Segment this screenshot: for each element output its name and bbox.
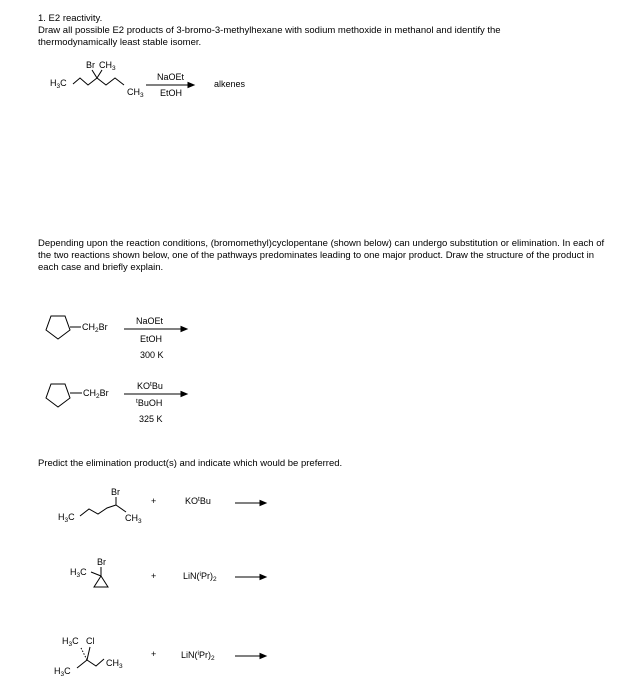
q2-r1-ch2br-label: $CH_2Br$ bbox=[82, 322, 108, 334]
q2-r1-reagent: NaOEt bbox=[136, 316, 164, 326]
q1-product-label: alkenes bbox=[214, 79, 246, 89]
q2-r1-cyclopentane-ring bbox=[46, 316, 70, 339]
q2-r1-arrow-head bbox=[181, 327, 187, 332]
q3-r3-base: $LiN(^iPr)_2$ bbox=[181, 650, 215, 662]
q2-r2-ch2br-label: $CH_2Br$ bbox=[83, 388, 109, 400]
q2-r2-temp: 325 K bbox=[139, 414, 163, 424]
q3-r1-br-label: Br bbox=[111, 487, 120, 497]
q3-r1-h3c-label: $H_3C$ bbox=[58, 512, 75, 524]
q1-molecule bbox=[50, 60, 144, 99]
q2-r1-temp: 300 K bbox=[140, 350, 164, 360]
q1-br-label: Br bbox=[86, 60, 95, 70]
q2-r2-reagent: $KO^tBu$ bbox=[137, 381, 163, 391]
q3-reaction-1 bbox=[0, 480, 640, 540]
q1-ch3-top-label: $CH_3$ bbox=[99, 60, 116, 72]
q1-ch3-end-label: $CH_3$ bbox=[127, 87, 144, 99]
question-1-title: 1. E2 reactivity. bbox=[38, 13, 103, 24]
q3-r3-h3c-bot-label: $H_3C$ bbox=[54, 666, 71, 678]
question-3-prompt: Predict the elimination product(s) and indicate which would be preferred. bbox=[38, 458, 343, 469]
q3-reaction-2 bbox=[0, 550, 640, 610]
q1-reagent-bottom: EtOH bbox=[160, 88, 183, 98]
q2-r2-cyclopentane-ring bbox=[46, 384, 70, 407]
q3-r2-h3c-label: $H_3C$ bbox=[70, 567, 87, 579]
q2-reaction-2 bbox=[0, 368, 640, 438]
q1-reaction-scheme bbox=[0, 0, 640, 110]
q3-r3-arrow-head bbox=[260, 654, 266, 659]
q2-r2-solvent: $^t$BuOH bbox=[136, 398, 163, 408]
q1-arrow-head bbox=[188, 83, 194, 88]
q3-r1-base: $KO^tBu$ bbox=[185, 496, 211, 506]
q3-r2-cyclopropane-ring bbox=[94, 576, 108, 587]
q2-r2-arrow-head bbox=[181, 392, 187, 397]
q3-r1-plus: + bbox=[151, 496, 157, 506]
q3-r2-arrow-head bbox=[260, 575, 266, 580]
q3-r1-arrow-head bbox=[260, 501, 266, 506]
q1-h3c-label: $H_3C$ bbox=[50, 78, 67, 90]
q3-reaction-3 bbox=[0, 630, 640, 690]
q3-r1-ch3-label: $CH_3$ bbox=[125, 513, 142, 525]
q1-reagent-top: NaOEt bbox=[157, 72, 185, 82]
q3-r2-plus: + bbox=[151, 571, 157, 581]
question-1-prompt: Draw all possible E2 products of 3-bromo-3-methylhexane with sodium methoxide in methanol and identify the thermodynamically least stable isomer. bbox=[38, 25, 501, 48]
q3-r3-ch3-label: $CH_3$ bbox=[106, 658, 123, 670]
q3-r3-plus: + bbox=[151, 649, 157, 659]
q3-r3-h3c-top-label: $H_3C$ bbox=[62, 636, 79, 648]
q3-r3-cl-label: Cl bbox=[86, 636, 95, 646]
q3-r2-base: $LiN(^iPr)_2$ bbox=[183, 571, 217, 583]
question-2-prompt: Depending upon the reaction conditions, (bromomethyl)cyclopentane (shown below) can undergo substitution or elimination. In each of the two reactions shown below, one of the pathways predominates leading to one major product. Draw the structure of the product in each case and briefly explain. bbox=[38, 238, 605, 273]
q2-r1-solvent: EtOH bbox=[140, 334, 163, 344]
q3-r2-br-label: Br bbox=[97, 557, 106, 567]
